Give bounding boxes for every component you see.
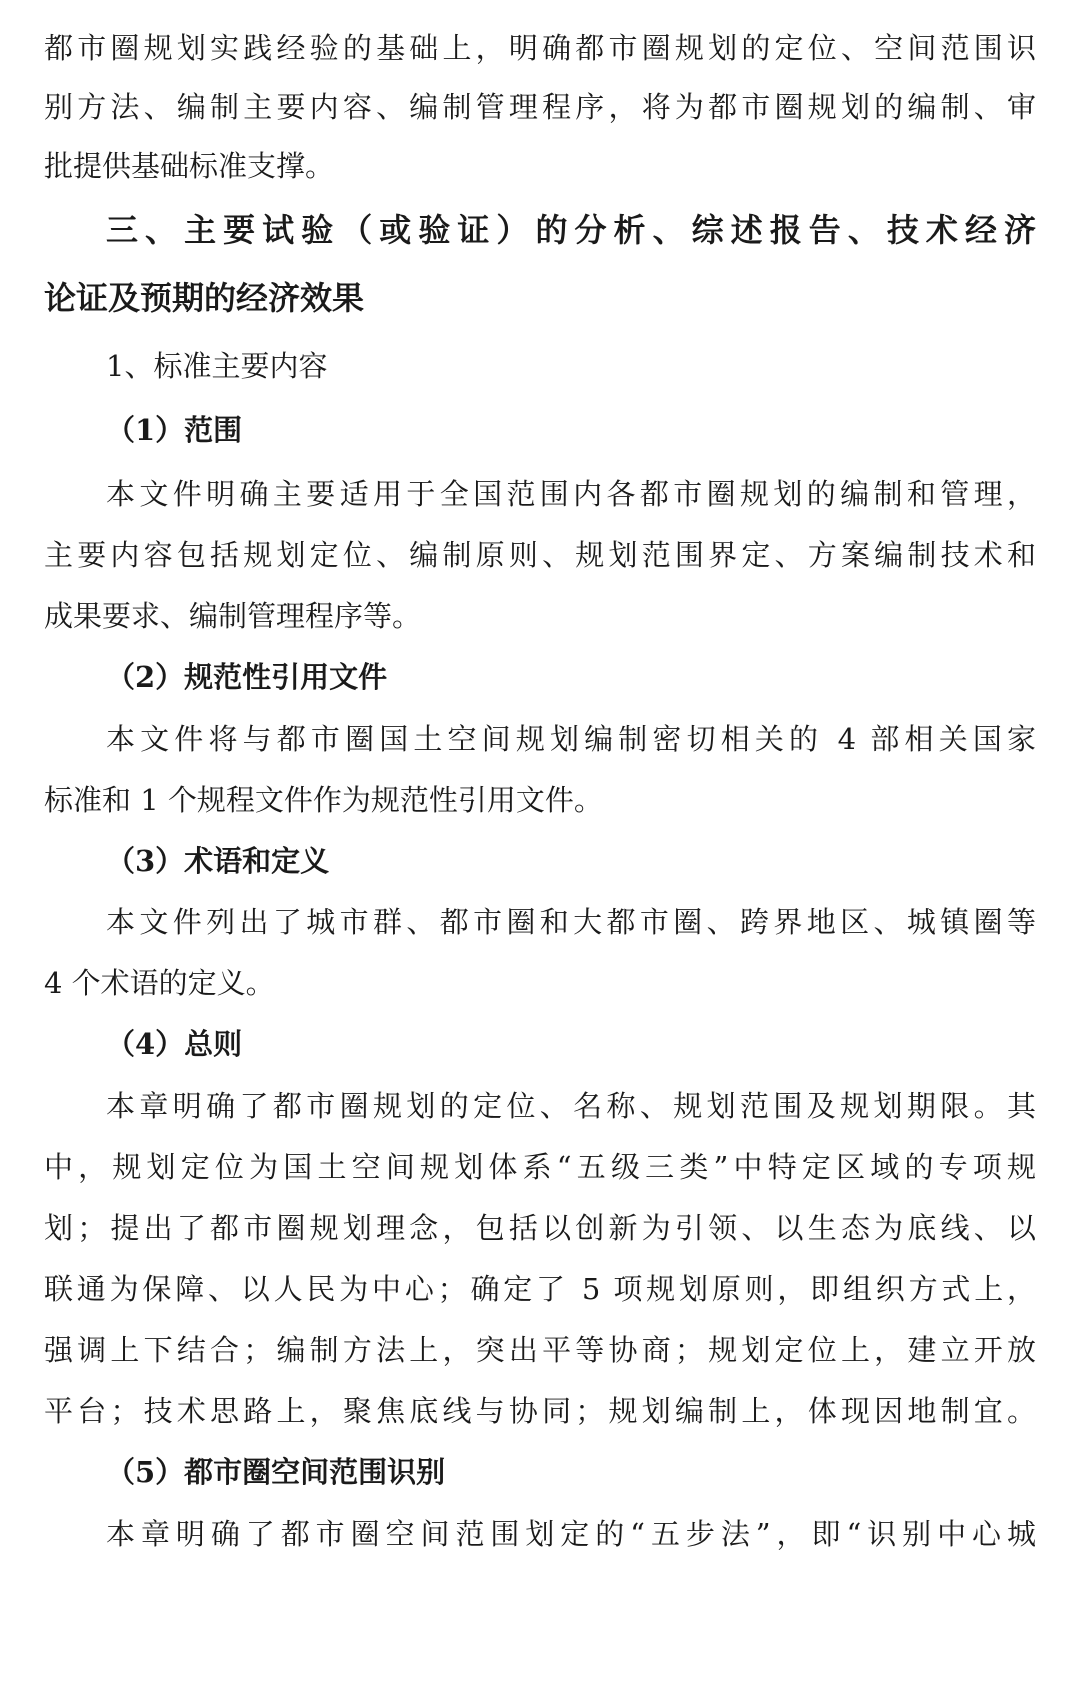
paragraph-line: 本文件列出了城市群、都市圈和大都市圈、跨界地区、城镇圈等 — [106, 905, 1036, 939]
paragraph-line: 别方法、编制主要内容、编制管理程序，将为都市圈规划的编制、审 — [44, 90, 1036, 124]
item-heading-scope: （1）范围 — [106, 413, 243, 447]
section-heading-continued: 论证及预期的经济效果 — [44, 279, 365, 317]
paragraph-line: 都市圈规划实践经验的基础上，明确都市圈规划的定位、空间范围识 — [44, 31, 1036, 65]
item-heading-terms: （3）术语和定义 — [106, 844, 330, 878]
paragraph-line: 4 个术语的定义。 — [44, 966, 275, 1000]
paragraph-line: 主要内容包括规划定位、编制原则、规划范围界定、方案编制技术和 — [44, 538, 1036, 572]
paragraph-line: 本章明确了都市圈规划的定位、名称、规划范围及规划期限。其 — [106, 1089, 1036, 1123]
subsection-heading: 1、标准主要内容 — [106, 349, 328, 383]
paragraph-line: 强调上下结合；编制方法上，突出平等协商；规划定位上，建立开放 — [44, 1333, 1036, 1367]
paragraph-line: 中，规划定位为国土空间规划体系“五级三类”中特定区域的专项规 — [44, 1150, 1036, 1184]
paragraph-line: 成果要求、编制管理程序等。 — [44, 599, 422, 633]
paragraph-line: 本章明确了都市圈空间范围划定的“五步法”，即“识别中心城 — [106, 1517, 1036, 1551]
paragraph-line: 联通为保障、以人民为中心；确定了 5 项规划原则，即组织方式上， — [44, 1272, 1036, 1306]
item-heading-general: （4）总则 — [106, 1027, 243, 1061]
paragraph-line: 批提供基础标准支撑。 — [44, 149, 335, 183]
item-heading-normative-references: （2）规范性引用文件 — [106, 660, 388, 694]
section-heading: 三、主要试验（或验证）的分析、综述报告、技术经济 — [106, 211, 1036, 249]
paragraph-line: 平台；技术思路上，聚焦底线与协同；规划编制上，体现因地制宜。 — [44, 1394, 1036, 1428]
paragraph-line: 本文件明确主要适用于全国范围内各都市圈规划的编制和管理， — [106, 477, 1036, 511]
paragraph-line: 本文件将与都市圈国土空间规划编制密切相关的 4 部相关国家 — [106, 722, 1036, 756]
paragraph-line: 标准和 1 个规程文件作为规范性引用文件。 — [44, 783, 603, 817]
paragraph-line: 划；提出了都市圈规划理念，包括以创新为引领、以生态为底线、以 — [44, 1211, 1036, 1245]
item-heading-spatial-scope: （5）都市圈空间范围识别 — [106, 1455, 446, 1489]
